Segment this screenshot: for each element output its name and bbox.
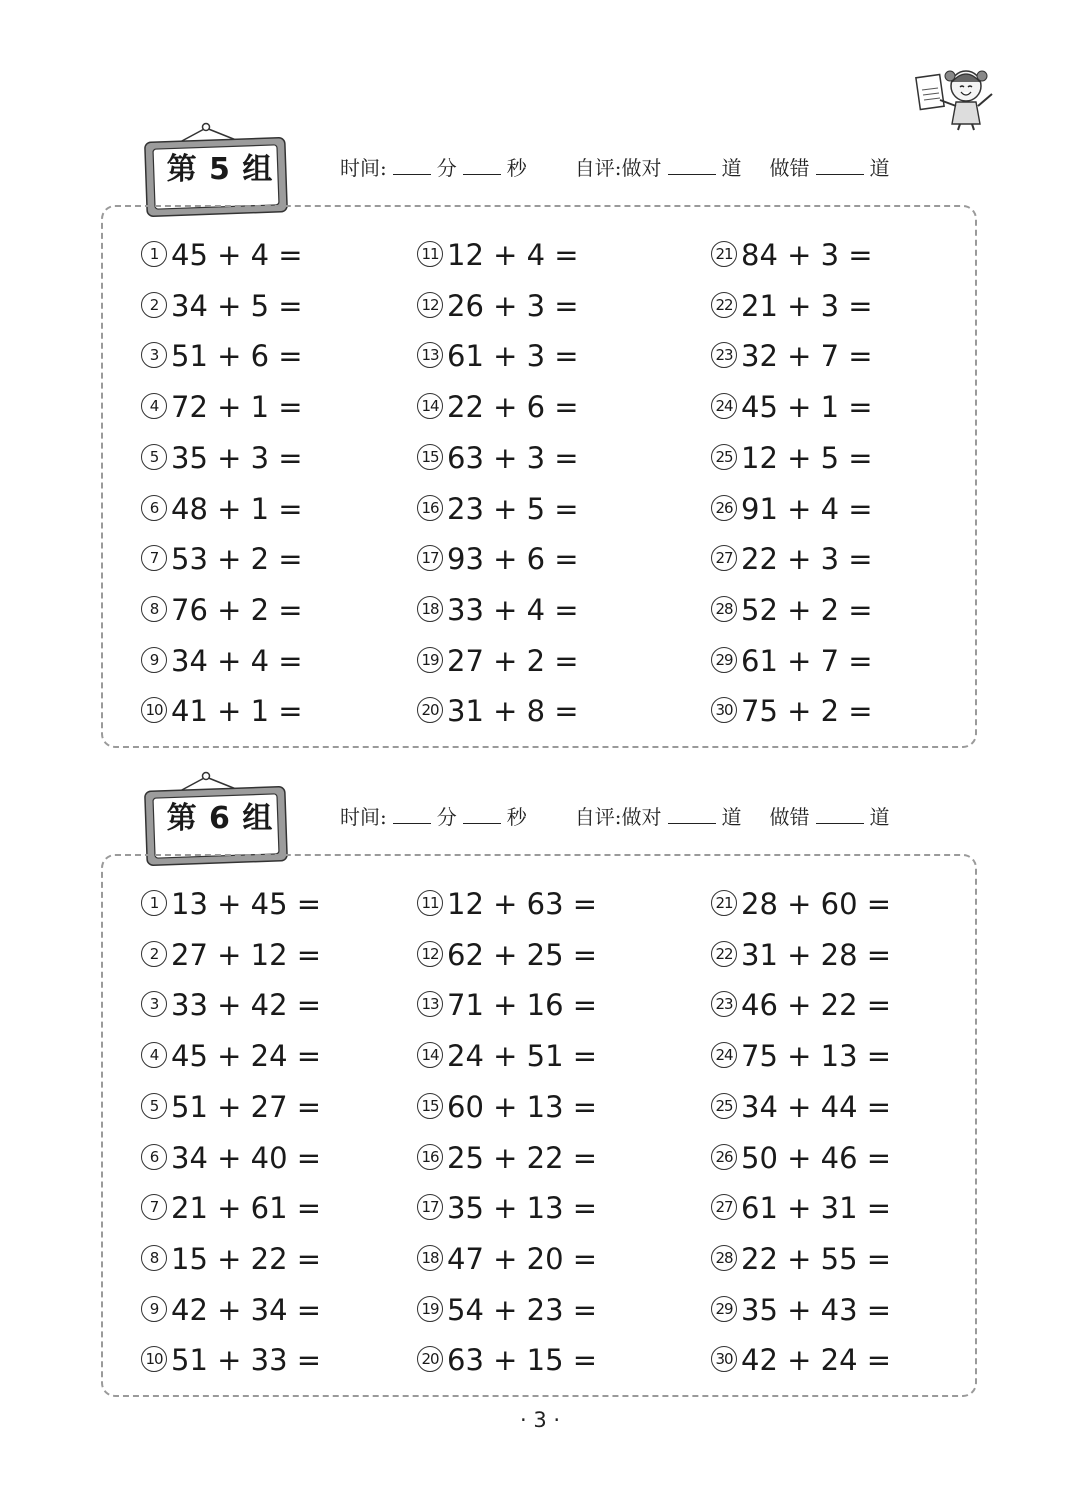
problem-expression: 35 + 43 = — [741, 1292, 892, 1327]
problem-item — [417, 534, 579, 584]
problem-expression: 61 + 7 = — [741, 643, 873, 678]
time-label: 时间: — [340, 156, 387, 180]
problem-expression: 35 + 13 = — [447, 1191, 598, 1226]
problem-expression: 61 + 31 = — [741, 1191, 892, 1226]
problem-expression: 45 + 4 = — [171, 238, 303, 272]
time-eval-line — [340, 801, 980, 830]
problem-row — [103, 382, 979, 432]
unit-label: 道 — [869, 156, 890, 180]
problem-number-circle: 25 — [711, 444, 737, 470]
problem-expression: 34 + 4 = — [171, 643, 303, 678]
problem-item — [417, 1183, 597, 1233]
problem-row — [103, 1335, 979, 1385]
problem-number-circle: 21 — [711, 890, 737, 916]
problem-number-circle: 18 — [417, 596, 443, 622]
problem-number-circle: 9 — [141, 1296, 167, 1322]
correct-count-blank[interactable] — [668, 805, 716, 824]
problem-row — [103, 1082, 979, 1132]
problem-number-circle: 14 — [417, 393, 443, 419]
problem-expression: 32 + 7 = — [741, 339, 873, 374]
problem-item — [417, 331, 579, 381]
problem-number-circle: 15 — [417, 444, 443, 470]
problem-expression: 21 + 61 = — [171, 1191, 322, 1226]
correct-count-blank[interactable] — [668, 156, 716, 175]
problem-number-circle: 23 — [711, 342, 737, 368]
problem-number-circle: 2 — [141, 941, 167, 967]
problem-expression: 51 + 33 = — [171, 1343, 322, 1378]
problem-expression: 48 + 1 = — [171, 491, 303, 526]
problem-item — [711, 433, 873, 483]
problem-expression: 33 + 42 = — [171, 988, 322, 1023]
problem-number-circle: 22 — [711, 941, 737, 967]
problem-number-circle: 26 — [711, 1144, 737, 1170]
problem-expression: 45 + 1 = — [741, 390, 873, 425]
problem-item — [711, 484, 873, 534]
problem-item — [711, 534, 873, 584]
problem-item — [141, 1234, 321, 1284]
problem-number-circle: 9 — [141, 647, 167, 673]
problem-number-circle: 5 — [141, 444, 167, 470]
problem-row — [103, 585, 979, 635]
problem-expression: 84 + 3 = — [741, 238, 873, 272]
seconds-label: 秒 — [506, 156, 527, 180]
problem-expression: 42 + 24 = — [741, 1343, 892, 1378]
problem-number-circle: 8 — [141, 596, 167, 622]
problem-item — [417, 1082, 597, 1132]
problem-expression: 13 + 45 = — [171, 887, 322, 921]
problem-item — [141, 636, 303, 686]
wrong-count-blank[interactable] — [816, 156, 864, 175]
problem-item — [711, 382, 873, 432]
problem-number-circle: 10 — [141, 697, 167, 723]
problem-expression: 21 + 3 = — [741, 288, 873, 323]
problem-item — [141, 1031, 321, 1081]
problem-number-circle: 19 — [417, 647, 443, 673]
problem-item — [417, 382, 579, 432]
problem-row — [103, 230, 979, 280]
wrong-label: 做错 — [769, 156, 810, 180]
problem-expression: 71 + 16 = — [447, 988, 598, 1023]
problem-expression: 24 + 51 = — [447, 1039, 598, 1074]
problem-item — [417, 980, 597, 1030]
problem-number-circle: 11 — [417, 241, 443, 267]
problem-expression: 22 + 6 = — [447, 390, 579, 425]
problem-item — [141, 484, 303, 534]
problem-number-circle: 22 — [711, 292, 737, 318]
problem-expression: 34 + 5 = — [171, 288, 303, 323]
problem-item — [141, 382, 303, 432]
problem-number-circle: 16 — [417, 495, 443, 521]
problem-expression: 72 + 1 = — [171, 390, 303, 425]
problem-item — [711, 879, 891, 929]
problem-item — [711, 980, 891, 1030]
problem-row — [103, 1133, 979, 1183]
problem-number-circle: 8 — [141, 1245, 167, 1271]
problem-number-circle: 12 — [417, 941, 443, 967]
problem-expression: 61 + 3 = — [447, 339, 579, 374]
problem-item — [711, 1031, 891, 1081]
problem-item — [141, 686, 303, 736]
problem-number-circle: 24 — [711, 1042, 737, 1068]
minutes-blank[interactable] — [393, 156, 431, 175]
problem-item — [711, 281, 873, 331]
problem-item — [417, 484, 579, 534]
problem-row — [103, 686, 979, 736]
problem-number-circle: 28 — [711, 596, 737, 622]
problem-number-circle: 20 — [417, 1346, 443, 1372]
problem-number-circle: 26 — [711, 495, 737, 521]
problem-expression: 60 + 13 = — [447, 1089, 598, 1124]
problem-number-circle: 13 — [417, 342, 443, 368]
problem-item — [711, 585, 873, 635]
problem-item — [141, 1082, 321, 1132]
problem-row — [103, 1285, 979, 1335]
problem-item — [417, 1234, 597, 1284]
problem-item — [417, 879, 597, 929]
group-5-problem-panel — [101, 205, 977, 748]
problem-row — [103, 1031, 979, 1081]
problem-expression: 22 + 3 = — [741, 542, 873, 577]
problem-item — [141, 534, 303, 584]
problem-number-circle: 2 — [141, 292, 167, 318]
problem-number-circle: 1 — [141, 890, 167, 916]
seconds-label: 秒 — [506, 805, 527, 829]
problem-number-circle: 18 — [417, 1245, 443, 1271]
problem-expression: 47 + 20 = — [447, 1241, 598, 1276]
wrong-label: 做错 — [769, 805, 810, 829]
problem-number-circle: 23 — [711, 991, 737, 1017]
problem-expression: 75 + 2 = — [741, 694, 873, 729]
problem-item — [711, 1133, 891, 1183]
problem-row — [103, 980, 979, 1030]
problem-expression: 45 + 24 = — [171, 1039, 322, 1074]
problem-number-circle: 16 — [417, 1144, 443, 1170]
problem-expression: 12 + 5 = — [741, 440, 873, 475]
time-label: 时间: — [340, 805, 387, 829]
group-title: 第 5 组 — [166, 152, 274, 187]
seconds-blank[interactable] — [463, 156, 501, 175]
problem-item — [417, 1133, 597, 1183]
unit-label: 道 — [721, 805, 742, 829]
problem-item — [711, 1335, 891, 1385]
problem-number-circle: 17 — [417, 1194, 443, 1220]
problem-item — [141, 1335, 321, 1385]
problem-item — [141, 879, 321, 929]
problem-number-circle: 1 — [141, 241, 167, 267]
wrong-count-blank[interactable] — [816, 805, 864, 824]
problem-expression: 53 + 2 = — [171, 542, 303, 577]
problem-expression: 46 + 22 = — [741, 988, 892, 1023]
problem-number-circle: 17 — [417, 545, 443, 571]
problem-number-circle: 6 — [141, 495, 167, 521]
problem-expression: 12 + 4 = — [447, 238, 579, 272]
problem-expression: 23 + 5 = — [447, 491, 579, 526]
problem-expression: 26 + 3 = — [447, 288, 579, 323]
problem-number-circle: 11 — [417, 890, 443, 916]
problem-row — [103, 281, 979, 331]
problem-item — [141, 980, 321, 1030]
problem-number-circle: 14 — [417, 1042, 443, 1068]
group-6-header — [140, 771, 960, 866]
problem-item — [417, 686, 579, 736]
problem-expression: 76 + 2 = — [171, 592, 303, 627]
problem-expression: 91 + 4 = — [741, 491, 873, 526]
problem-row — [103, 930, 979, 980]
problem-item — [141, 585, 303, 635]
problem-item — [141, 1285, 321, 1335]
problem-expression: 34 + 44 = — [741, 1089, 892, 1124]
problem-number-circle: 21 — [711, 241, 737, 267]
problem-expression: 75 + 13 = — [741, 1039, 892, 1074]
problem-expression: 12 + 63 = — [447, 887, 598, 921]
problem-number-circle: 6 — [141, 1144, 167, 1170]
problem-item — [417, 1285, 597, 1335]
problem-expression: 51 + 6 = — [171, 339, 303, 374]
problem-expression: 54 + 23 = — [447, 1292, 598, 1327]
problem-number-circle: 7 — [141, 1194, 167, 1220]
problem-item — [141, 1133, 321, 1183]
problem-item — [711, 930, 891, 980]
problem-row — [103, 331, 979, 381]
problem-expression: 41 + 1 = — [171, 694, 303, 729]
problem-item — [417, 1335, 597, 1385]
problem-expression: 63 + 15 = — [447, 1343, 598, 1378]
group-title: 第 6 组 — [166, 801, 274, 836]
problem-item — [141, 433, 303, 483]
self-eval-label: 自评:做对 — [574, 805, 662, 829]
problem-expression: 62 + 25 = — [447, 937, 598, 972]
problem-item — [711, 686, 873, 736]
problem-number-circle: 27 — [711, 545, 737, 571]
problem-expression: 27 + 2 = — [447, 643, 579, 678]
problem-number-circle: 3 — [141, 991, 167, 1017]
problem-item — [417, 230, 579, 280]
problem-number-circle: 19 — [417, 1296, 443, 1322]
problem-row — [103, 879, 979, 929]
problem-expression: 34 + 40 = — [171, 1140, 322, 1175]
problem-item — [141, 331, 303, 381]
problem-expression: 15 + 22 = — [171, 1241, 322, 1276]
problem-expression: 50 + 46 = — [741, 1140, 892, 1175]
problem-item — [141, 1183, 321, 1233]
problem-number-circle: 24 — [711, 393, 737, 419]
problem-expression: 31 + 28 = — [741, 937, 892, 972]
problem-expression: 28 + 60 = — [741, 887, 892, 921]
problem-row — [103, 534, 979, 584]
minutes-label: 分 — [436, 805, 457, 829]
problem-row — [103, 1183, 979, 1233]
minutes-blank[interactable] — [393, 805, 431, 824]
problem-number-circle: 13 — [417, 991, 443, 1017]
self-eval-label: 自评:做对 — [574, 156, 662, 180]
problem-number-circle: 28 — [711, 1245, 737, 1271]
problem-number-circle: 7 — [141, 545, 167, 571]
unit-label: 道 — [869, 805, 890, 829]
problem-item — [711, 1285, 891, 1335]
problem-number-circle: 4 — [141, 393, 167, 419]
unit-label: 道 — [721, 156, 742, 180]
problem-item — [711, 331, 873, 381]
page-number: · 3 · — [519, 1408, 561, 1432]
problem-expression: 51 + 27 = — [171, 1089, 322, 1124]
problem-number-circle: 5 — [141, 1093, 167, 1119]
problem-item — [417, 636, 579, 686]
problem-number-circle: 20 — [417, 697, 443, 723]
problem-item — [141, 230, 303, 280]
problem-item — [141, 930, 321, 980]
problem-number-circle: 4 — [141, 1042, 167, 1068]
problem-item — [711, 1082, 891, 1132]
problem-number-circle: 29 — [711, 1296, 737, 1322]
problem-expression: 63 + 3 = — [447, 440, 579, 475]
problem-item — [711, 636, 873, 686]
problem-item — [417, 930, 597, 980]
problem-expression: 31 + 8 = — [447, 694, 579, 729]
problem-item — [141, 281, 303, 331]
problem-number-circle: 29 — [711, 647, 737, 673]
problem-number-circle: 30 — [711, 1346, 737, 1372]
problem-number-circle: 12 — [417, 292, 443, 318]
problem-expression: 33 + 4 = — [447, 592, 579, 627]
problem-expression: 52 + 2 = — [741, 592, 873, 627]
problem-row — [103, 484, 979, 534]
problem-number-circle: 27 — [711, 1194, 737, 1220]
seconds-blank[interactable] — [463, 805, 501, 824]
problem-row — [103, 433, 979, 483]
group-6-problem-panel — [101, 854, 977, 1397]
problem-item — [711, 1183, 891, 1233]
problem-item — [711, 230, 873, 280]
problem-row — [103, 1234, 979, 1284]
problem-item — [417, 585, 579, 635]
problem-expression: 93 + 6 = — [447, 542, 579, 577]
problem-number-circle: 30 — [711, 697, 737, 723]
problem-item — [711, 1234, 891, 1284]
problem-expression: 27 + 12 = — [171, 937, 322, 972]
time-eval-line — [340, 152, 980, 181]
problem-item — [417, 281, 579, 331]
problem-number-circle: 15 — [417, 1093, 443, 1119]
problem-expression: 35 + 3 = — [171, 440, 303, 475]
problem-number-circle: 3 — [141, 342, 167, 368]
problem-item — [417, 1031, 597, 1081]
problem-expression: 25 + 22 = — [447, 1140, 598, 1175]
minutes-label: 分 — [436, 156, 457, 180]
group-5-header — [140, 122, 960, 217]
problem-item — [417, 433, 579, 483]
problem-row — [103, 636, 979, 686]
problem-number-circle: 10 — [141, 1346, 167, 1372]
problem-expression: 22 + 55 = — [741, 1241, 892, 1276]
problem-number-circle: 25 — [711, 1093, 737, 1119]
problem-expression: 42 + 34 = — [171, 1292, 322, 1327]
